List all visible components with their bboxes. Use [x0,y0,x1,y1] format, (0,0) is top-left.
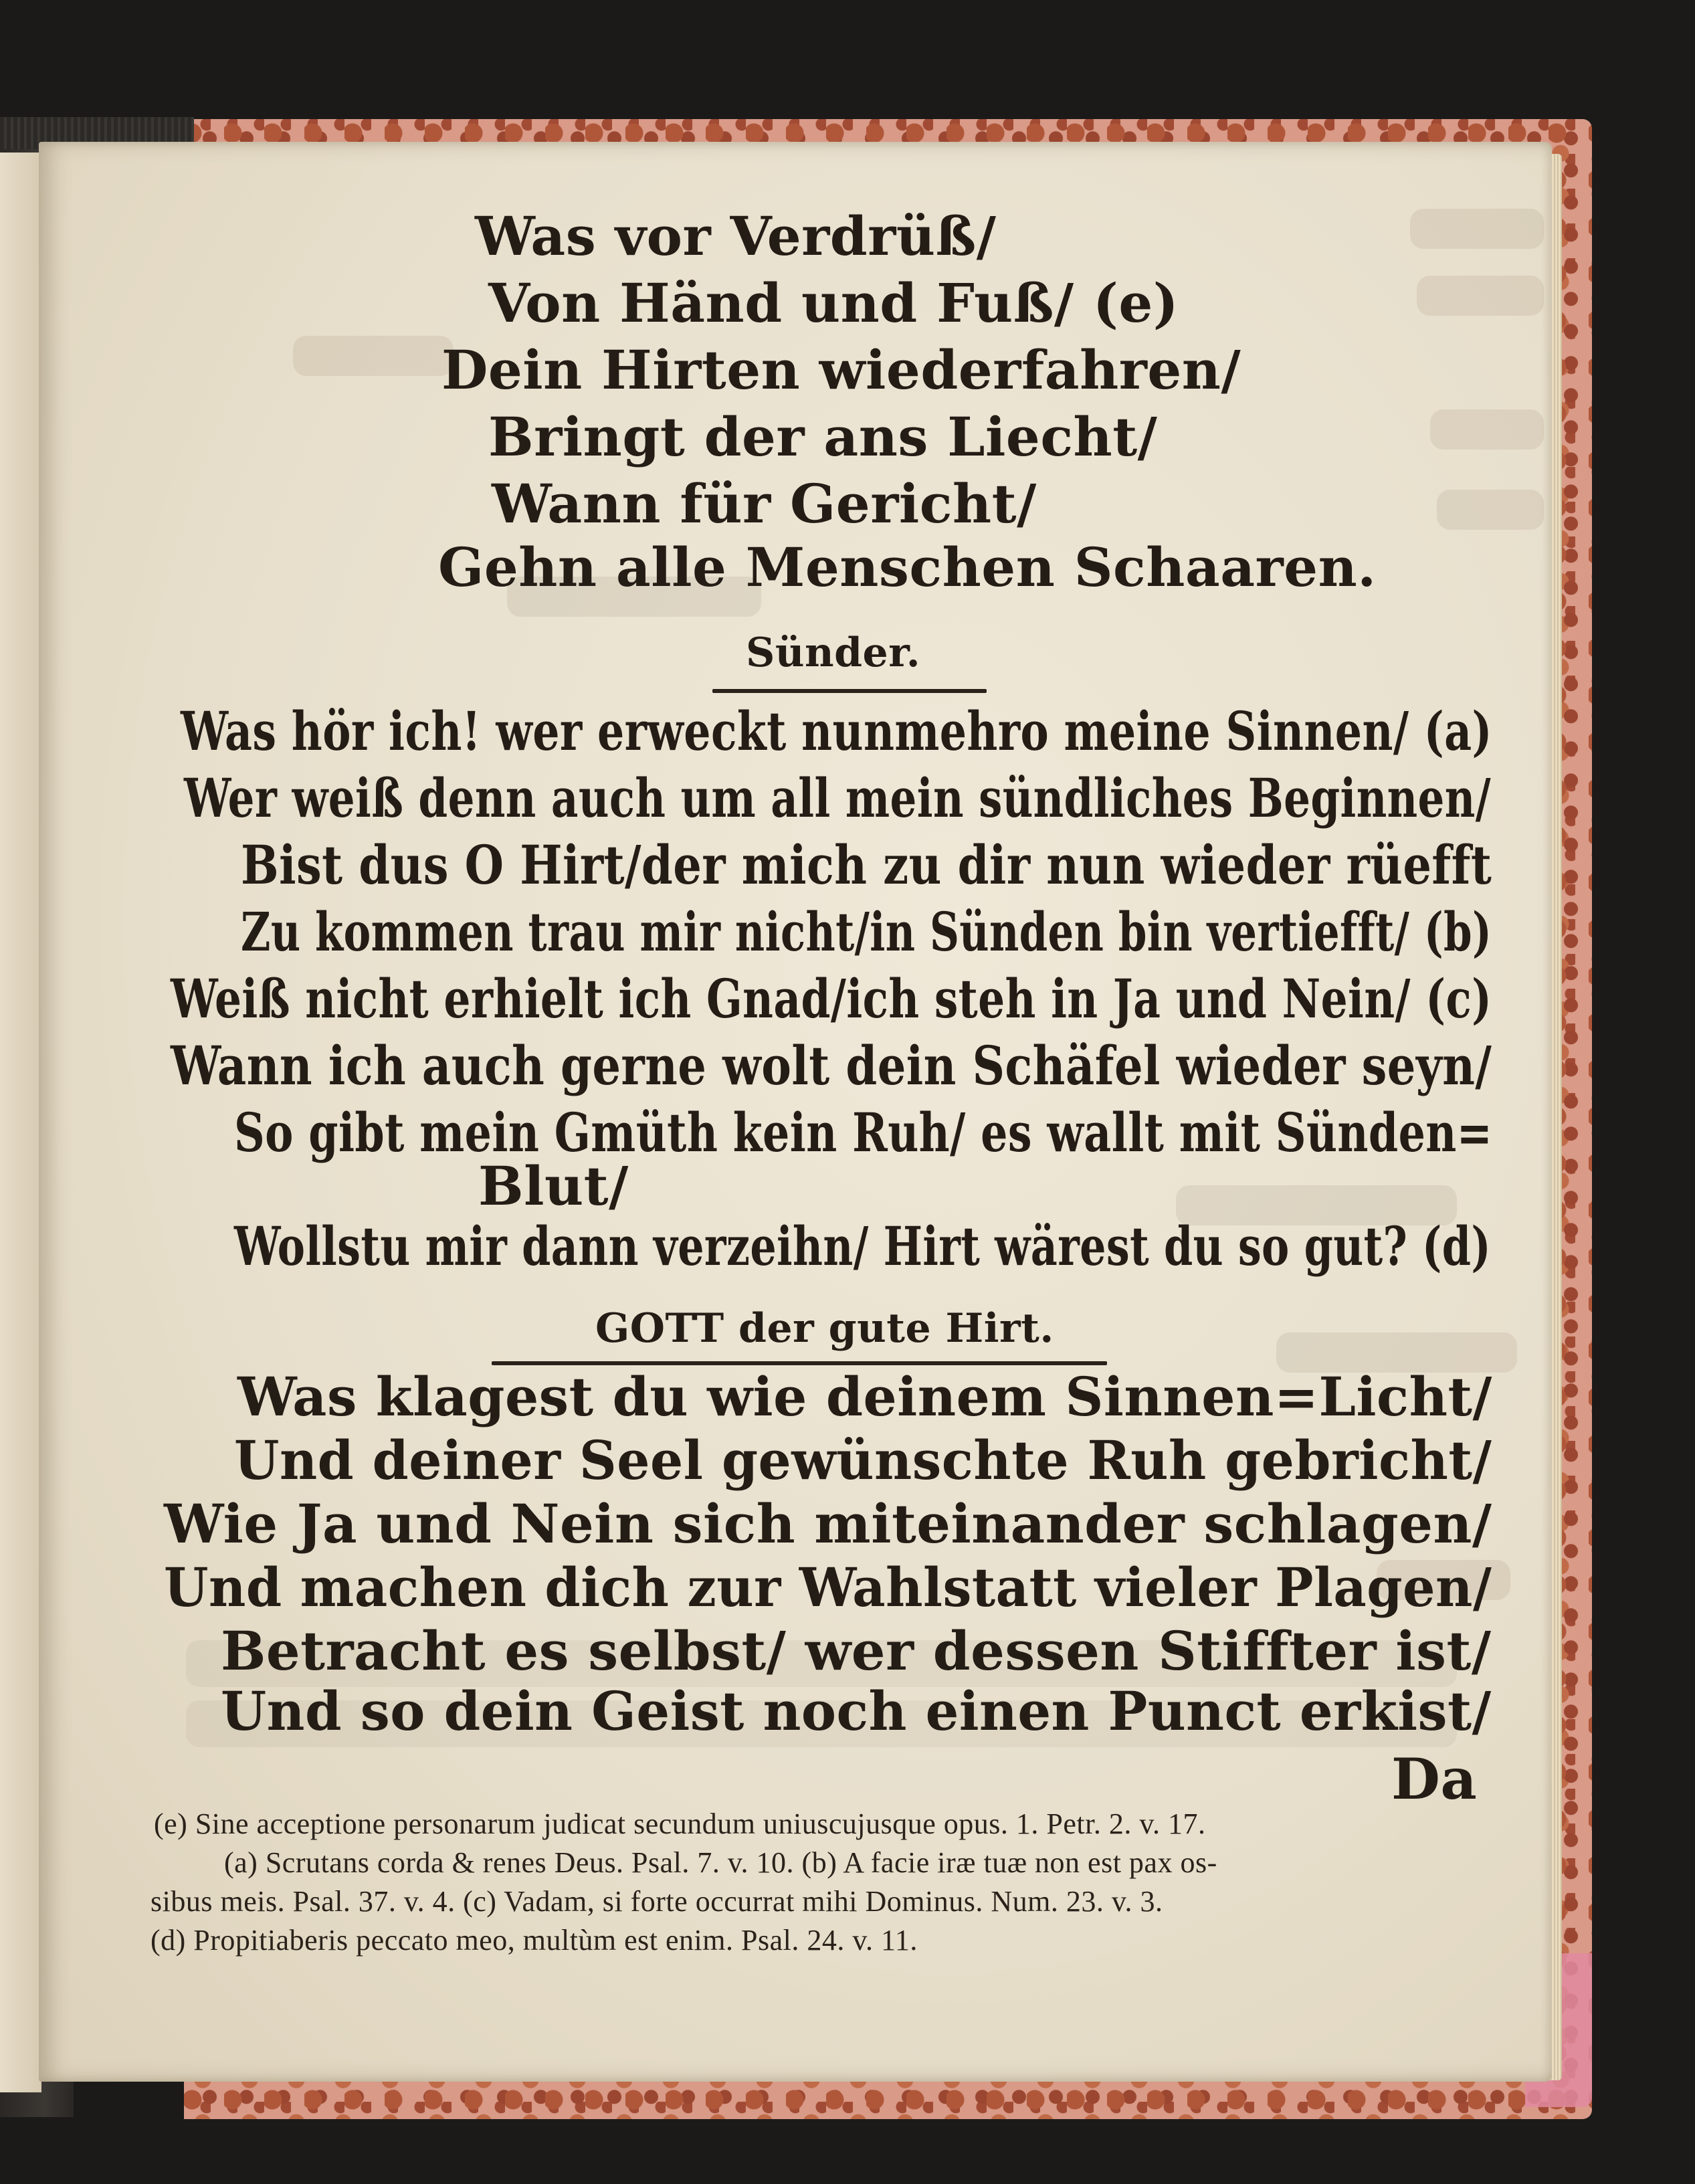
verse-line: Und so dein Geist noch einen Punct erkist/ [221,1680,1492,1743]
verse-line: Wie Ja und Nein sich miteinander schlagen/ [164,1492,1492,1555]
verse-line: Wann ich auch gerne wolt dein Schäfel wieder seyn/ [171,1034,1492,1097]
verse-line: Wollstu mir dann verzeihn/ Hirt wärest du so gut? (d) [234,1215,1491,1278]
verse-line: Von Händ und Fuß/ (e) [488,272,1179,334]
verse-line: Dein Hirten wiederfahren/ [441,338,1241,401]
footnote-line: (e) Sine acceptione personarum judicat secundum uniuscujusque opus. 1. Petr. 2. v. 17. [154,1807,1206,1840]
verse-line: Wann für Gericht/ [492,472,1037,535]
verse-line: Und deiner Seel gewünschte Ruh gebricht/ [234,1429,1492,1492]
footnote-line: (d) Propitiaberis peccato meo, multùm est enim. Psal. 24. v. 11. [151,1924,918,1957]
speaker-heading: Sünder. [746,629,921,676]
speaker-heading: GOTT der gute Hirt. [595,1305,1054,1352]
verse-line: So gibt mein Gmüth kein Ruh/ es wallt mit Sünden= [234,1101,1493,1164]
verse-line: Und machen dich zur Wahlstatt vieler Plagen/ [164,1556,1492,1619]
verse-line: Bist dus O Hirt/der mich zu dir nun wieder rüefft [241,833,1492,896]
verse-line: Was hör ich! wer erweckt nunmehro meine Sinnen/ (a) [181,700,1492,763]
verse-line: Betracht es selbst/ wer dessen Stiffter ist/ [221,1619,1492,1682]
catchword: Da [1391,1746,1478,1812]
verse-line: Bringt der ans Liecht/ [488,405,1158,468]
heading-rule [712,689,987,693]
facing-page-edge [0,153,41,2092]
footnote-line: (a) Scrutans corda & renes Deus. Psal. 7. v. 10. (b) A facie iræ tuæ non est pax os- [224,1846,1217,1879]
verse-line: Weiß nicht erhielt ich Gnad/ich steh in Ja und Nein/ (c) [171,967,1492,1030]
verse-line: Blut/ [478,1155,629,1217]
verse-line: Was klagest du wie deinem Sinnen=Licht/ [237,1365,1492,1428]
verse-line: Gehn alle Menschen Schaaren. [438,536,1377,599]
verse-line: Wer weiß denn auch um all mein sündliches Beginnen/ [184,767,1492,829]
verse-line: Was vor Verdrüß/ [475,205,997,268]
footnote-line: sibus meis. Psal. 37. v. 4. (c) Vadam, si forte occurrat mihi Dominus. Num. 23. v. 3. [151,1885,1163,1918]
verse-line: Zu kommen trau mir nicht/in Sünden bin vertiefft/ (b) [241,900,1492,963]
